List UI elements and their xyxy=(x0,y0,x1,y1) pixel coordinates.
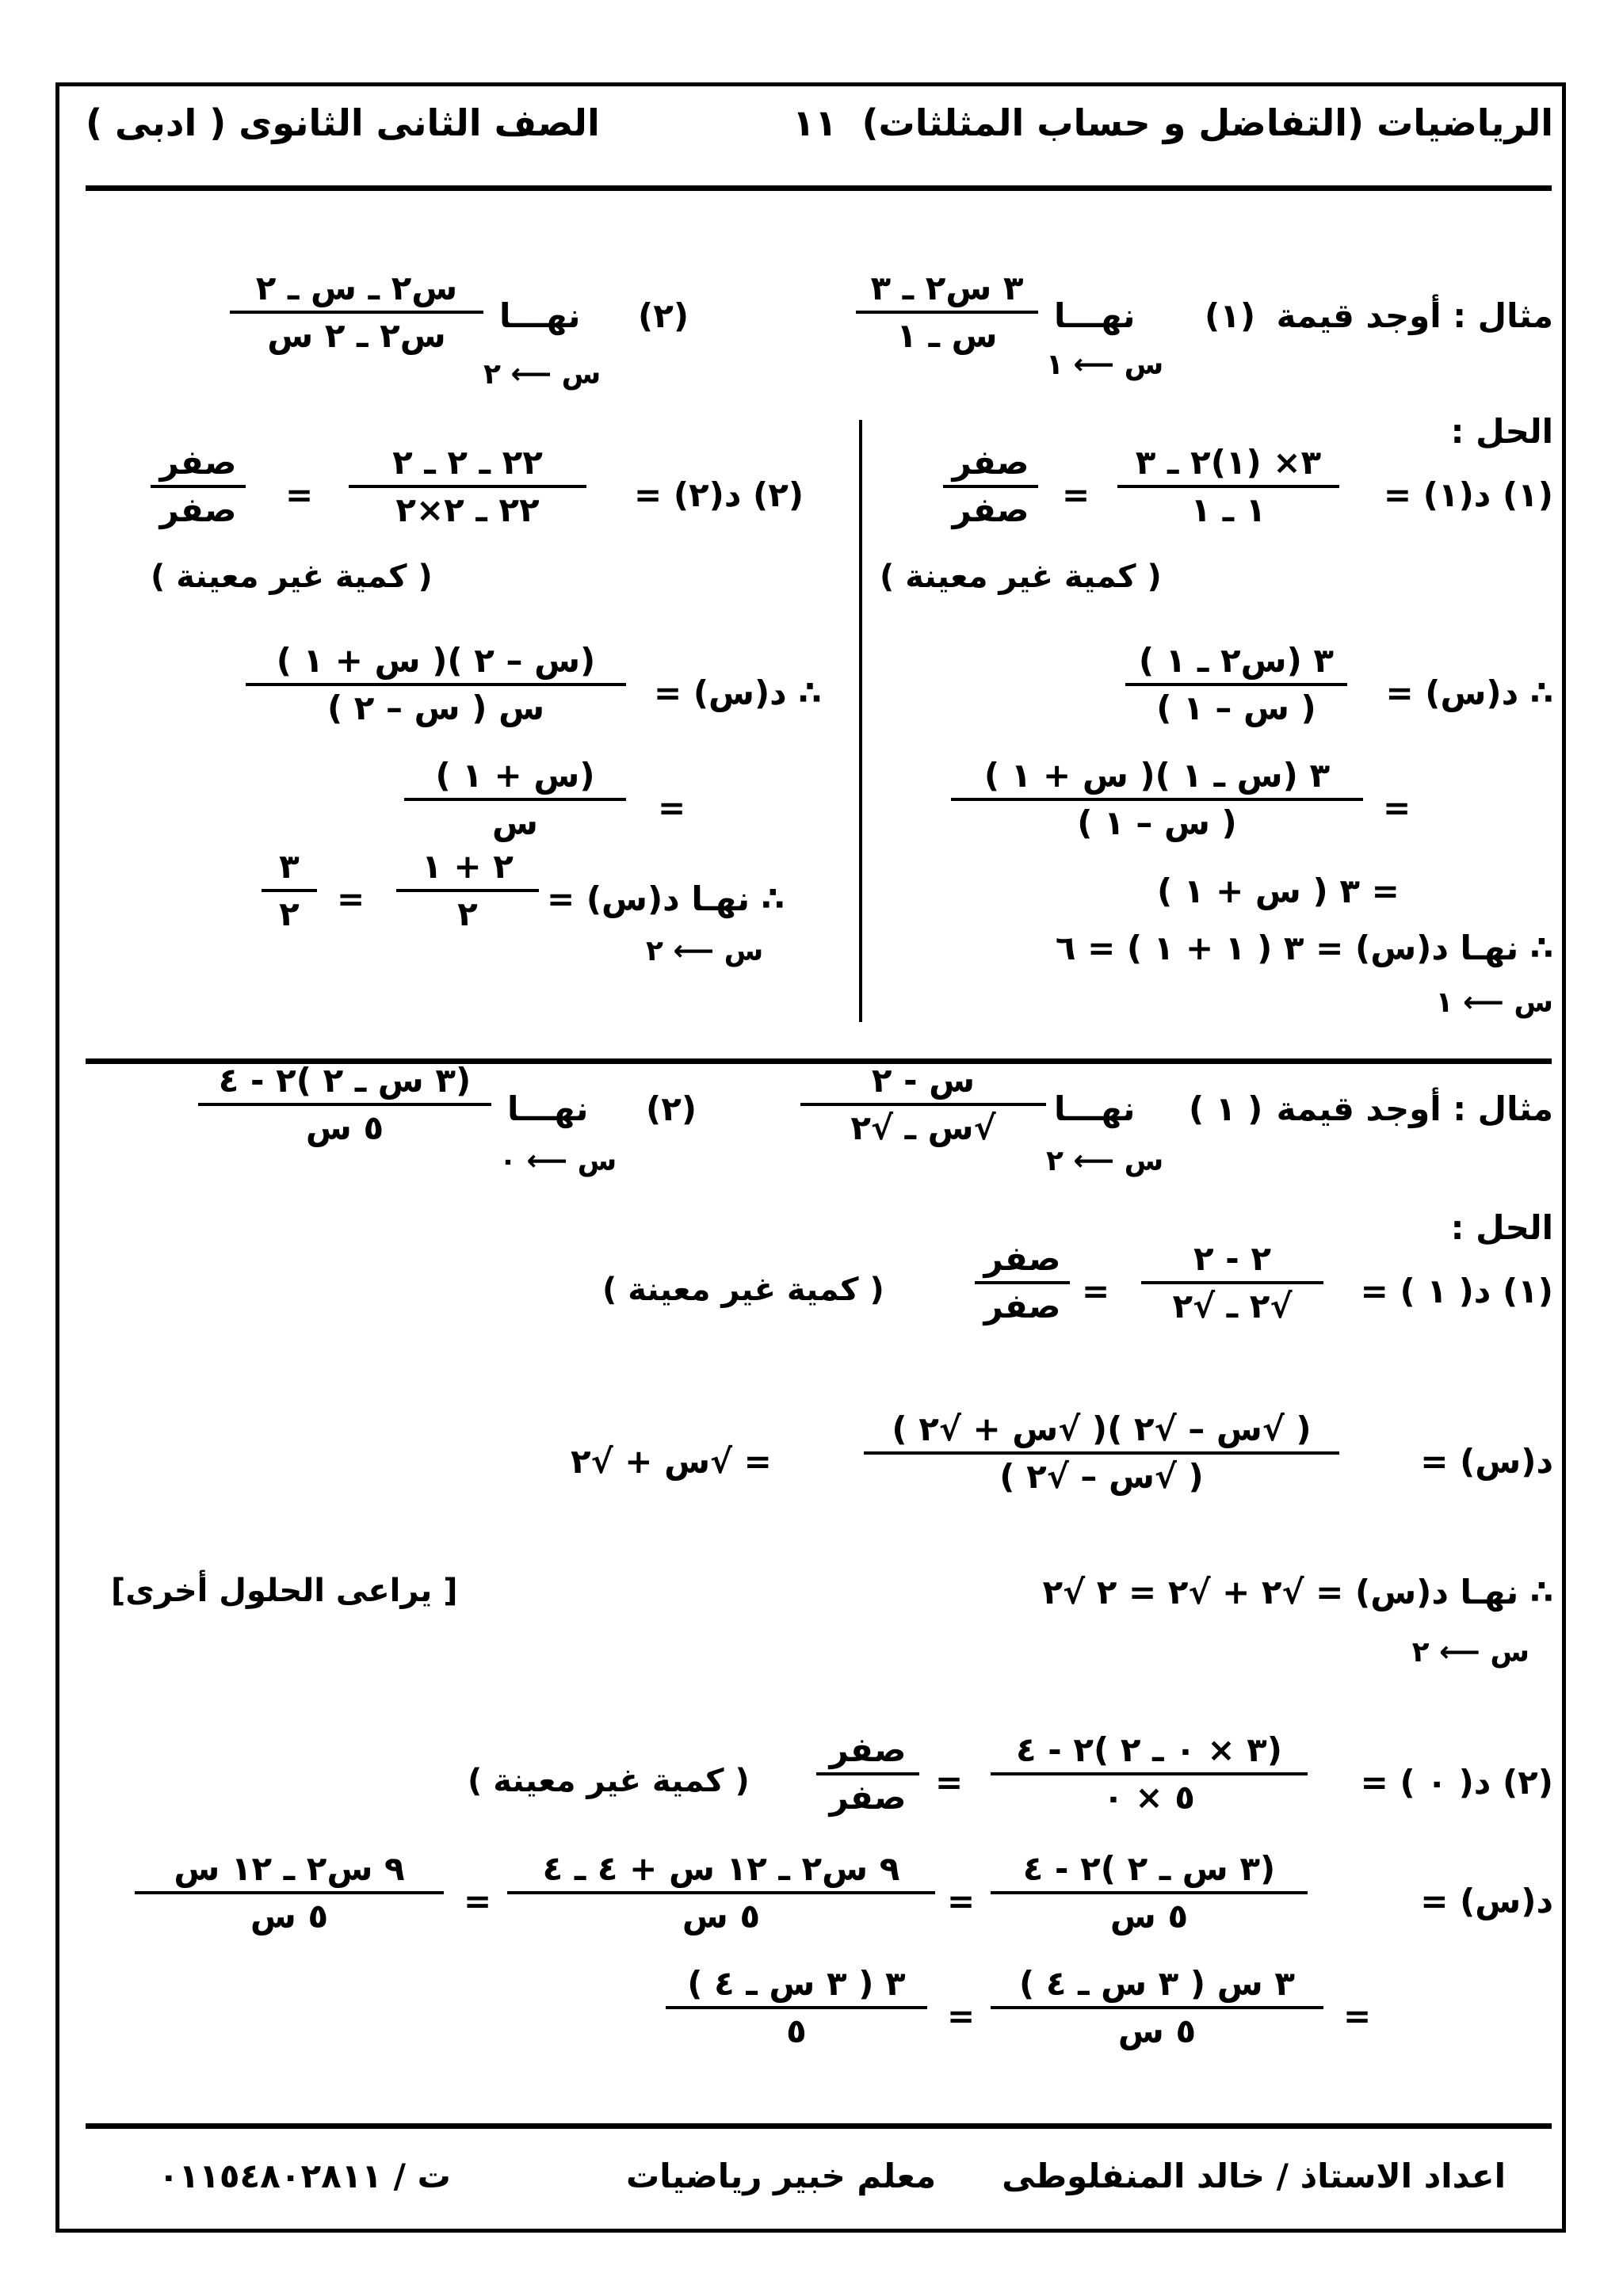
ex1-s2-f2-fraction xyxy=(404,757,626,843)
ex2-s2-f4-lhs: = xyxy=(1343,1997,1372,2035)
ex1-s1-result: ∴ نهـا د(س) = ٣ ( ١ + ١ ) = ٦ xyxy=(1055,929,1553,967)
ex1-s2-f-num: (س – ٢ )( س + ١ ) xyxy=(276,641,596,680)
ex2-s2-eq2: = xyxy=(947,1882,976,1920)
ex2-q1-lim: نهـــا xyxy=(1054,1089,1136,1128)
ex2-s2-f5-fraction xyxy=(666,1965,927,2051)
header-grade: الصف الثانى الثانوى ( ادبى ) xyxy=(86,101,600,144)
ex1-s1-simpl: = ٣ ( س + ١ ) xyxy=(1157,871,1400,910)
ex1-q2-den: س٢ ـ ٢ س xyxy=(267,316,446,356)
ex1-s1-fraction xyxy=(1117,444,1339,530)
ex2-s1-num: ٢ - ٢ xyxy=(1193,1239,1271,1278)
header-subject: الرياضيات (التفاضل و حساب المثلثات) xyxy=(861,101,1553,144)
ex1-s1-zero-num: صفر xyxy=(952,443,1029,482)
ex2-s1-indet: ( كمية غير معينة ) xyxy=(602,1272,884,1308)
ex2-q2-under: س ⟵ ٠ xyxy=(499,1145,617,1177)
ex2-s2-num: (٣ × ٠ ـ ٢ )٢ - ٤ xyxy=(1016,1730,1282,1769)
ex2-q1-num: س - ٢ xyxy=(871,1061,976,1100)
ex1-s2-lim-num: ٢ + ١ xyxy=(422,847,514,886)
ex2-q1-fraction xyxy=(800,1062,1046,1148)
footer-author: اعداد الاستاذ / خالد المنفلوطى xyxy=(1002,2157,1506,2195)
ex1-s2-lim-fraction xyxy=(396,848,539,934)
header-page-number: ١١ xyxy=(792,101,838,144)
ex2-heading: مثال : أوجد قيمة xyxy=(1276,1089,1553,1128)
ex2-s1-f-den: ( √س – √٢ ) xyxy=(999,1457,1204,1497)
ex2-s1-zero xyxy=(975,1240,1070,1326)
ex2-s2-eq4: = xyxy=(947,1997,976,2035)
ex1-q1-den: س ـ ١ xyxy=(896,316,998,356)
ex1-s1-f-lhs: ∴ د(س) = xyxy=(1385,673,1553,712)
ex1-q1-num: ٣ س٢ ـ ٣ xyxy=(870,269,1024,307)
ex1-s1-eq2: = xyxy=(1383,788,1411,827)
ex1-s1-indet: ( كمية غير معينة ) xyxy=(880,559,1162,595)
ex1-s2-f-fraction xyxy=(246,642,626,728)
ex1-s2-eq: = xyxy=(285,475,314,514)
ex2-s2-f2-num: ٩ س٢ ـ ١٢ س + ٤ ـ ٤ xyxy=(542,1849,900,1888)
ex1-q2-fraction xyxy=(230,269,483,356)
ex2-s2-zero-num: صفر xyxy=(829,1730,907,1769)
ex2-s2-f4-num: ٣ س ( ٣ س ـ ٤ ) xyxy=(1019,1964,1295,2003)
ex1-s2-lhs: (٢) د(٢) = xyxy=(634,475,804,514)
ex2-s2-f4-den: ٥ س xyxy=(1117,2012,1197,2051)
ex1-s1-f-fraction xyxy=(1125,642,1347,728)
ex1-s2-eq3: = xyxy=(337,879,365,918)
ex2-s2-eq: = xyxy=(935,1763,964,1802)
ex2-s2-f-den: ٥ س xyxy=(1109,1897,1189,1936)
ex2-s2-f5-num: ٣ ( ٣ س ـ ٤ ) xyxy=(687,1964,906,2003)
ex1-s2-zero xyxy=(151,444,246,530)
ex2-s2-f2-den: ٥ س xyxy=(682,1897,761,1936)
ex2-s2-zero-den: صفر xyxy=(829,1778,907,1817)
ex2-s2-f-lhs: د(س) = xyxy=(1420,1882,1553,1920)
ex2-s1-den: √٢ ـ √٢ xyxy=(1172,1287,1293,1326)
ex1-q1-lim: نهـــا xyxy=(1054,296,1136,335)
ex2-s2-f2-fraction xyxy=(507,1850,935,1936)
ex1-s2-indet: ( كمية غير معينة ) xyxy=(151,559,433,595)
ex1-s1-f-den: ( س – ١ ) xyxy=(1156,688,1316,728)
ex2-q2-fraction xyxy=(198,1062,491,1148)
ex2-s2-eq3: = xyxy=(464,1882,492,1920)
ex1-s2-lim-under: س ⟵ ٢ xyxy=(646,935,764,967)
ex2-s1-result: ∴ نهـا د(س) = √٢ + √٢ = ٢ √٢ xyxy=(1042,1573,1553,1611)
ex2-s2-fraction xyxy=(991,1731,1308,1817)
ex1-s1-f-num: ٣ (س٢ ـ ١ ) xyxy=(1138,641,1335,680)
ex1-s2-f-den: س ( س – ٢ ) xyxy=(327,688,545,728)
ex1-s1-den: ١ ـ ١ xyxy=(1190,490,1266,530)
ex2-s1-note: [ يراعى الحلول أخرى] xyxy=(111,1573,458,1609)
ex2-q1-den: √س ـ √٢ xyxy=(850,1108,996,1148)
ex1-heading: مثال : أوجد قيمة xyxy=(1276,296,1553,335)
ex2-s1-f-fraction xyxy=(864,1410,1339,1497)
footer-rule xyxy=(86,2123,1552,2129)
ex1-s2-zero-den: صفر xyxy=(159,490,237,530)
ex1-s2-res-fraction xyxy=(262,848,317,934)
ex1-s2-eq2: = xyxy=(658,788,686,827)
ex1-s1-zero-den: صفر xyxy=(952,490,1029,530)
ex2-s1-result-under: س ⟵ ٢ xyxy=(1411,1636,1529,1669)
ex2-s2-zero xyxy=(816,1731,919,1817)
ex2-s1-f-lhs: د(س) = xyxy=(1420,1442,1553,1481)
footer-title: معلم خبير رياضيات xyxy=(626,2157,937,2195)
ex1-s2-fraction xyxy=(349,444,586,530)
ex1-s1-eq: = xyxy=(1062,475,1090,514)
ex1-s2-f2-den: س xyxy=(492,803,538,843)
ex1-s1-f2-num: ٣ (س ـ ١ )( س + ١ ) xyxy=(983,756,1331,795)
ex2-q1-label: ( ١ ) xyxy=(1189,1089,1263,1128)
ex2-s2-indet: ( كمية غير معينة ) xyxy=(468,1763,750,1799)
ex1-q1-fraction xyxy=(856,269,1038,356)
ex2-s1-lhs: (١) د( ١ ) = xyxy=(1360,1272,1553,1310)
ex2-q2-lim: نهـــا xyxy=(507,1089,589,1128)
ex1-q1-under: س ⟵ ١ xyxy=(1046,349,1164,381)
ex2-s2-f3-den: ٥ س xyxy=(250,1897,329,1936)
ex2-q2-num: (٣ س ـ ٢ )٢ - ٤ xyxy=(218,1061,472,1100)
ex1-solution-label: الحل : xyxy=(1450,412,1553,451)
ex1-s2-den: ٢٢ ـ ٢×٢ xyxy=(395,490,540,530)
ex1-q2-num: س٢ ـ س ـ ٢ xyxy=(255,269,458,307)
ex2-s2-f4-fraction xyxy=(991,1965,1323,2051)
header-rule xyxy=(86,185,1552,191)
ex1-s2-f-lhs: ∴ د(س) = xyxy=(654,673,822,712)
ex1-q2-lim: نهـــا xyxy=(499,296,581,335)
ex2-s1-f-num: ( √س – √٢ )( √س + √٢ ) xyxy=(892,1409,1312,1448)
ex2-s1-zero-num: صفر xyxy=(983,1239,1061,1278)
ex2-s2-f5-den: ٥ xyxy=(786,2012,807,2051)
ex1-s1-f2-fraction xyxy=(951,757,1363,843)
ex1-s2-res-num: ٣ xyxy=(279,847,300,886)
ex2-s2-f3-fraction xyxy=(135,1850,444,1936)
ex1-divider xyxy=(859,420,862,1022)
ex2-q1-under: س ⟵ ٢ xyxy=(1046,1145,1164,1177)
ex1-s2-num: ٢٢ ـ ٢ ـ ٢ xyxy=(392,443,543,482)
ex2-s2-f-fraction xyxy=(991,1850,1308,1936)
ex2-s1-eq: = xyxy=(1082,1272,1110,1310)
ex2-s2-f-num: (٣ س ـ ٢ )٢ - ٤ xyxy=(1022,1849,1276,1888)
ex2-s2-lhs: (٢) د( ٠ ) = xyxy=(1360,1763,1553,1802)
ex1-s2-f2-num: (س + ١ ) xyxy=(435,756,595,795)
ex2-s2-f3-num: ٩ س٢ ـ ١٢ س xyxy=(174,1849,405,1888)
footer-phone: ت / ٠١١٥٤٨٠٢٨١١ xyxy=(158,2157,451,2195)
ex2-q2-label: (٢) xyxy=(646,1089,697,1128)
ex1-q1-label: (١) xyxy=(1205,296,1256,335)
ex2-s1-fraction xyxy=(1141,1240,1323,1326)
ex1-s1-f2-den: ( س – ١ ) xyxy=(1077,803,1237,843)
ex1-s1-zero xyxy=(943,444,1038,530)
ex2-q2-den: ٥ س xyxy=(305,1108,384,1148)
ex1-s2-lim-lhs: ∴ نهـا د(س) = xyxy=(547,879,785,918)
ex1-s2-zero-num: صفر xyxy=(159,443,237,482)
ex2-s2-den: ٥ × ٠ xyxy=(1103,1778,1195,1817)
ex1-s1-result-under: س ⟵ ١ xyxy=(1435,986,1553,1019)
ex1-s2-res-den: ٢ xyxy=(279,894,300,934)
ex2-s1-zero-den: صفر xyxy=(983,1287,1061,1326)
ex2-s1-f-rhs: = √س + √٢ xyxy=(571,1442,772,1481)
ex1-s1-num: ٣× (١)٢ ـ ٣ xyxy=(1135,443,1322,482)
ex2-solution-label: الحل : xyxy=(1450,1208,1553,1247)
ex1-s2-lim-den: ٢ xyxy=(457,894,478,934)
ex1-q2-under: س ⟵ ٢ xyxy=(483,358,601,391)
ex1-q2-label: (٢) xyxy=(638,296,689,335)
ex1-s1-lhs: (١) د(١) = xyxy=(1383,475,1553,514)
